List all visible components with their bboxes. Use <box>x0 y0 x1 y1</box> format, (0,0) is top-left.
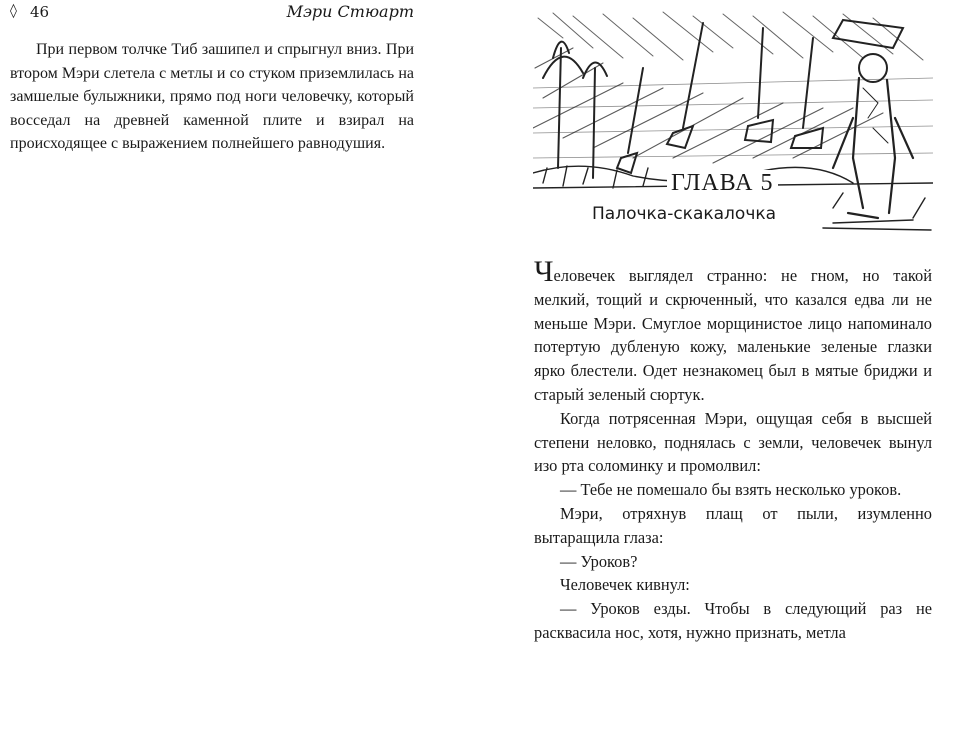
right-page <box>479 0 959 743</box>
left-page <box>0 0 470 743</box>
paragraph: Мэри, отряхнув плащ от пыли, изумленно вытаращила глаза: <box>534 503 932 547</box>
page-number: 46 <box>30 3 50 21</box>
paragraph: — Уроков? <box>560 551 638 571</box>
running-author: Мэри Стюарт <box>286 2 414 21</box>
diamond-ornament-icon: ◊ <box>10 3 17 19</box>
paragraph: Человечек кивнул: <box>560 575 690 595</box>
first-paragraph <box>534 255 932 407</box>
chapter-title: ГЛАВА 5 <box>667 170 778 197</box>
left-body-text <box>10 38 414 156</box>
paragraph: При первом толчке Тиб зашипел и спрыгнул вниз. При втором Мэри слетела с метлы и со стуком приземлилась на замшелые булыжники, прямо под ноги человечку, который восседал на древней каменной плите и взирал на происходящее с выражением полнейшего равнодушия. <box>10 41 414 152</box>
paragraph: — Тебе не помешало бы взять несколько уроков. <box>560 480 902 500</box>
chapter-subtitle: Палочка-скакалочка <box>589 204 779 224</box>
paragraph: Когда потрясенная Мэри, ощущая себя в высшей степени неловко, поднялась с земли, человечек вынул изо рта соломинку и промолвил: <box>534 408 932 476</box>
paragraph: — Уроков езды. Чтобы в следующий раз не расквасила нос, хотя, нужно признать, метла <box>534 599 932 642</box>
drop-cap: Ч <box>534 255 554 288</box>
running-header <box>10 2 414 24</box>
first-paragraph-text: еловечек выглядел странно: не гном, но такой мелкий, тощий и скрюченный, что казался едва ли не меньше Мэри. Смуглое морщинистое лицо напоминало потертую дубленую кожу, маленькие зеленые глазки ярко блестели. Одет незнакомец был в мятые бриджи и старый зеленый сюртук. <box>534 266 932 404</box>
right-body-text <box>534 255 932 645</box>
